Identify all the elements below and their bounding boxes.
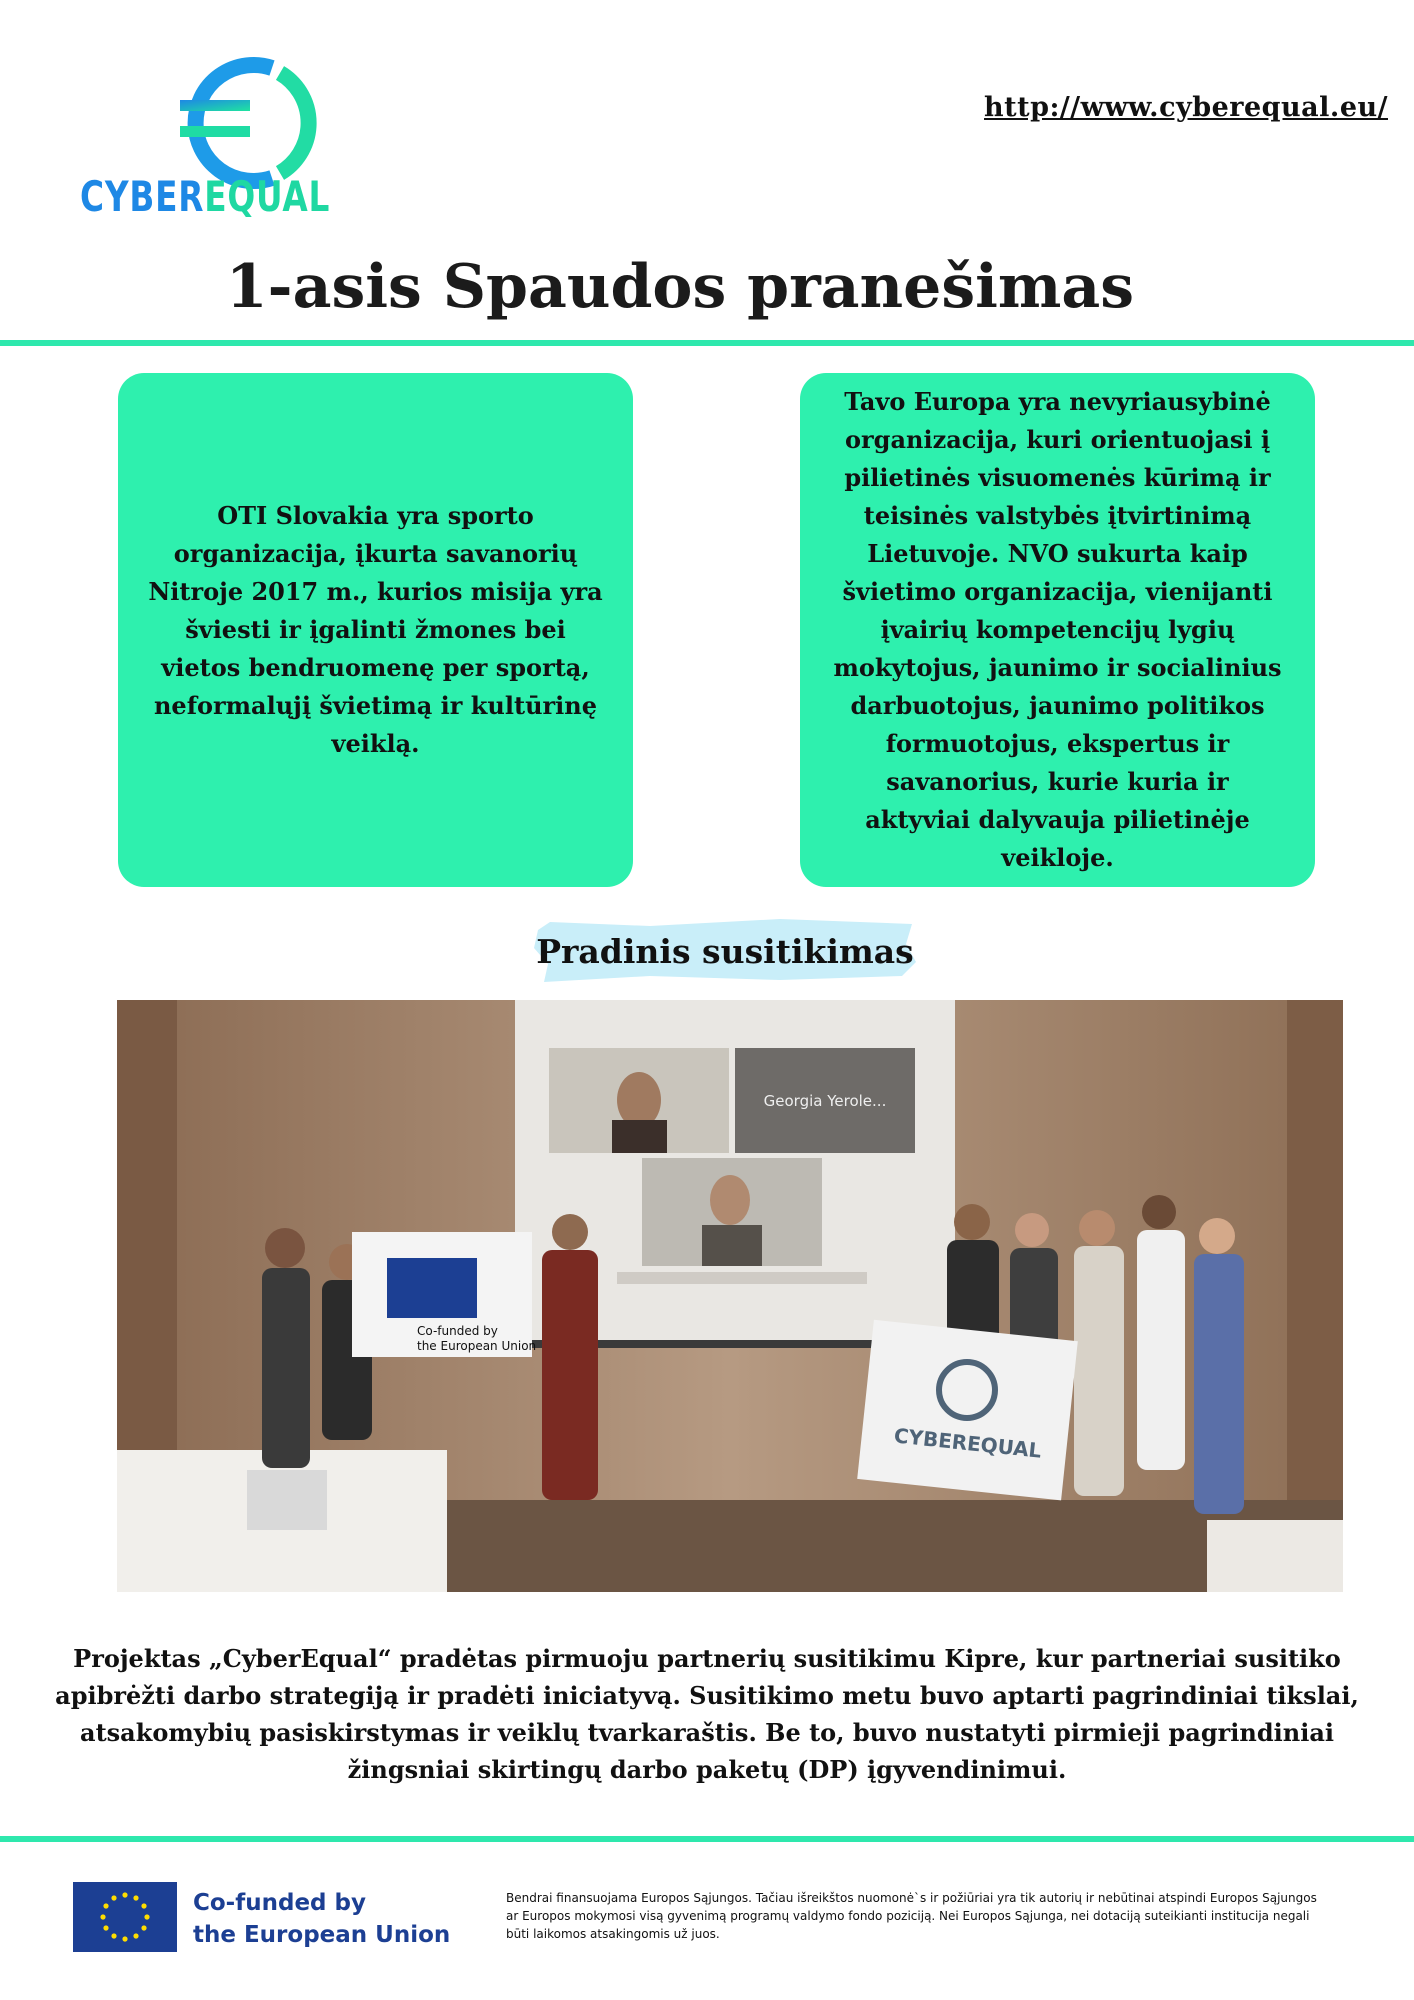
funding-disclaimer: Bendrai finansuojama Europos Sąjungos. Tačiau išreikštos nuomonė`s ir požiūriai yra tik autorių ir nebūtinai atspindi Europos Sąjungos ar Europos mokymosi visą gyvenimą programų valdymo fondo poziciją. Nei Europos Sąjunga, nei dotaciją suteikianti institucija negali būti laikomos atsakingomis už juos. bbox=[506, 1891, 1317, 1941]
oti-slovakia-text: OTI Slovakia yra sporto organizacija, įkurta savanorių Nitroje 2017 m., kurios misija yra šviesti ir įgalinti žmones bei vietos bendruomenę per sportą, neformalųjį švietimą ir kultūrinę veiklą. bbox=[148, 501, 603, 758]
tavo-europa-text: Tavo Europa yra nevyriausybinė organizacija, kuri orientuojasi į pilietinės visuomenės kūrimą ir teisinės valstybės įtvirtinimą Lietuvoje. NVO sukurta kaip švietimo organizacija, vienijanti įvairių kompetencijų lygių mokytojus, jaunimo ir socialinius darbuotojus, jaunimo politikos formuotojus, ekspertus ir savanorius, kurie kuria ir aktyviai dalyvauja pilietinėje veikloje. bbox=[833, 387, 1282, 872]
logo-wordmark bbox=[80, 172, 331, 221]
cofunded-line-2: the European Union bbox=[193, 1922, 451, 1948]
eu-flag-icon bbox=[73, 1882, 177, 1952]
section-subheading: Pradinis susitikimas bbox=[536, 932, 914, 971]
bottom-divider bbox=[0, 1836, 1414, 1842]
photo-flag-text-1: Co-funded by bbox=[417, 1324, 498, 1338]
page-title: 1-asis Spaudos pranešimas bbox=[225, 252, 1135, 322]
oti-slovakia-box bbox=[118, 373, 633, 887]
press-release-body: Projektas „CyberEqual“ pradėtas pirmuoju partnerių susitikimu Kipre, kur partneriai susitiko apibrėžti darbo strategiją ir pradėti iniciatyvą. Susitikimo metu buvo aptarti pagrindiniai tikslai, atsakomybių pasiskirstymas ir veiklų tvarkaraštis. Be to, buvo nustatyti pirmieji pagrindiniai žingsniai skirtingų darbo paketų (DP) įgyvendinimui. bbox=[55, 1644, 1359, 1784]
photo-flag-text-2: the European Union bbox=[417, 1339, 537, 1353]
screen-caption: Georgia Yerole... bbox=[763, 1092, 887, 1110]
logo-text-equal: EQUAL bbox=[204, 172, 331, 221]
meeting-photo bbox=[117, 1000, 1343, 1592]
website-link[interactable]: http://www.cyberequal.eu/ bbox=[984, 92, 1388, 123]
cofunded-label bbox=[193, 1887, 453, 1951]
top-divider bbox=[0, 340, 1414, 346]
tavo-europa-box bbox=[800, 373, 1315, 887]
logo-text-cyber: CYBER bbox=[80, 172, 205, 221]
cofunded-line-1: Co-funded by bbox=[193, 1890, 366, 1916]
photo-banner-text: CYBEREQUAL bbox=[892, 1423, 1043, 1463]
